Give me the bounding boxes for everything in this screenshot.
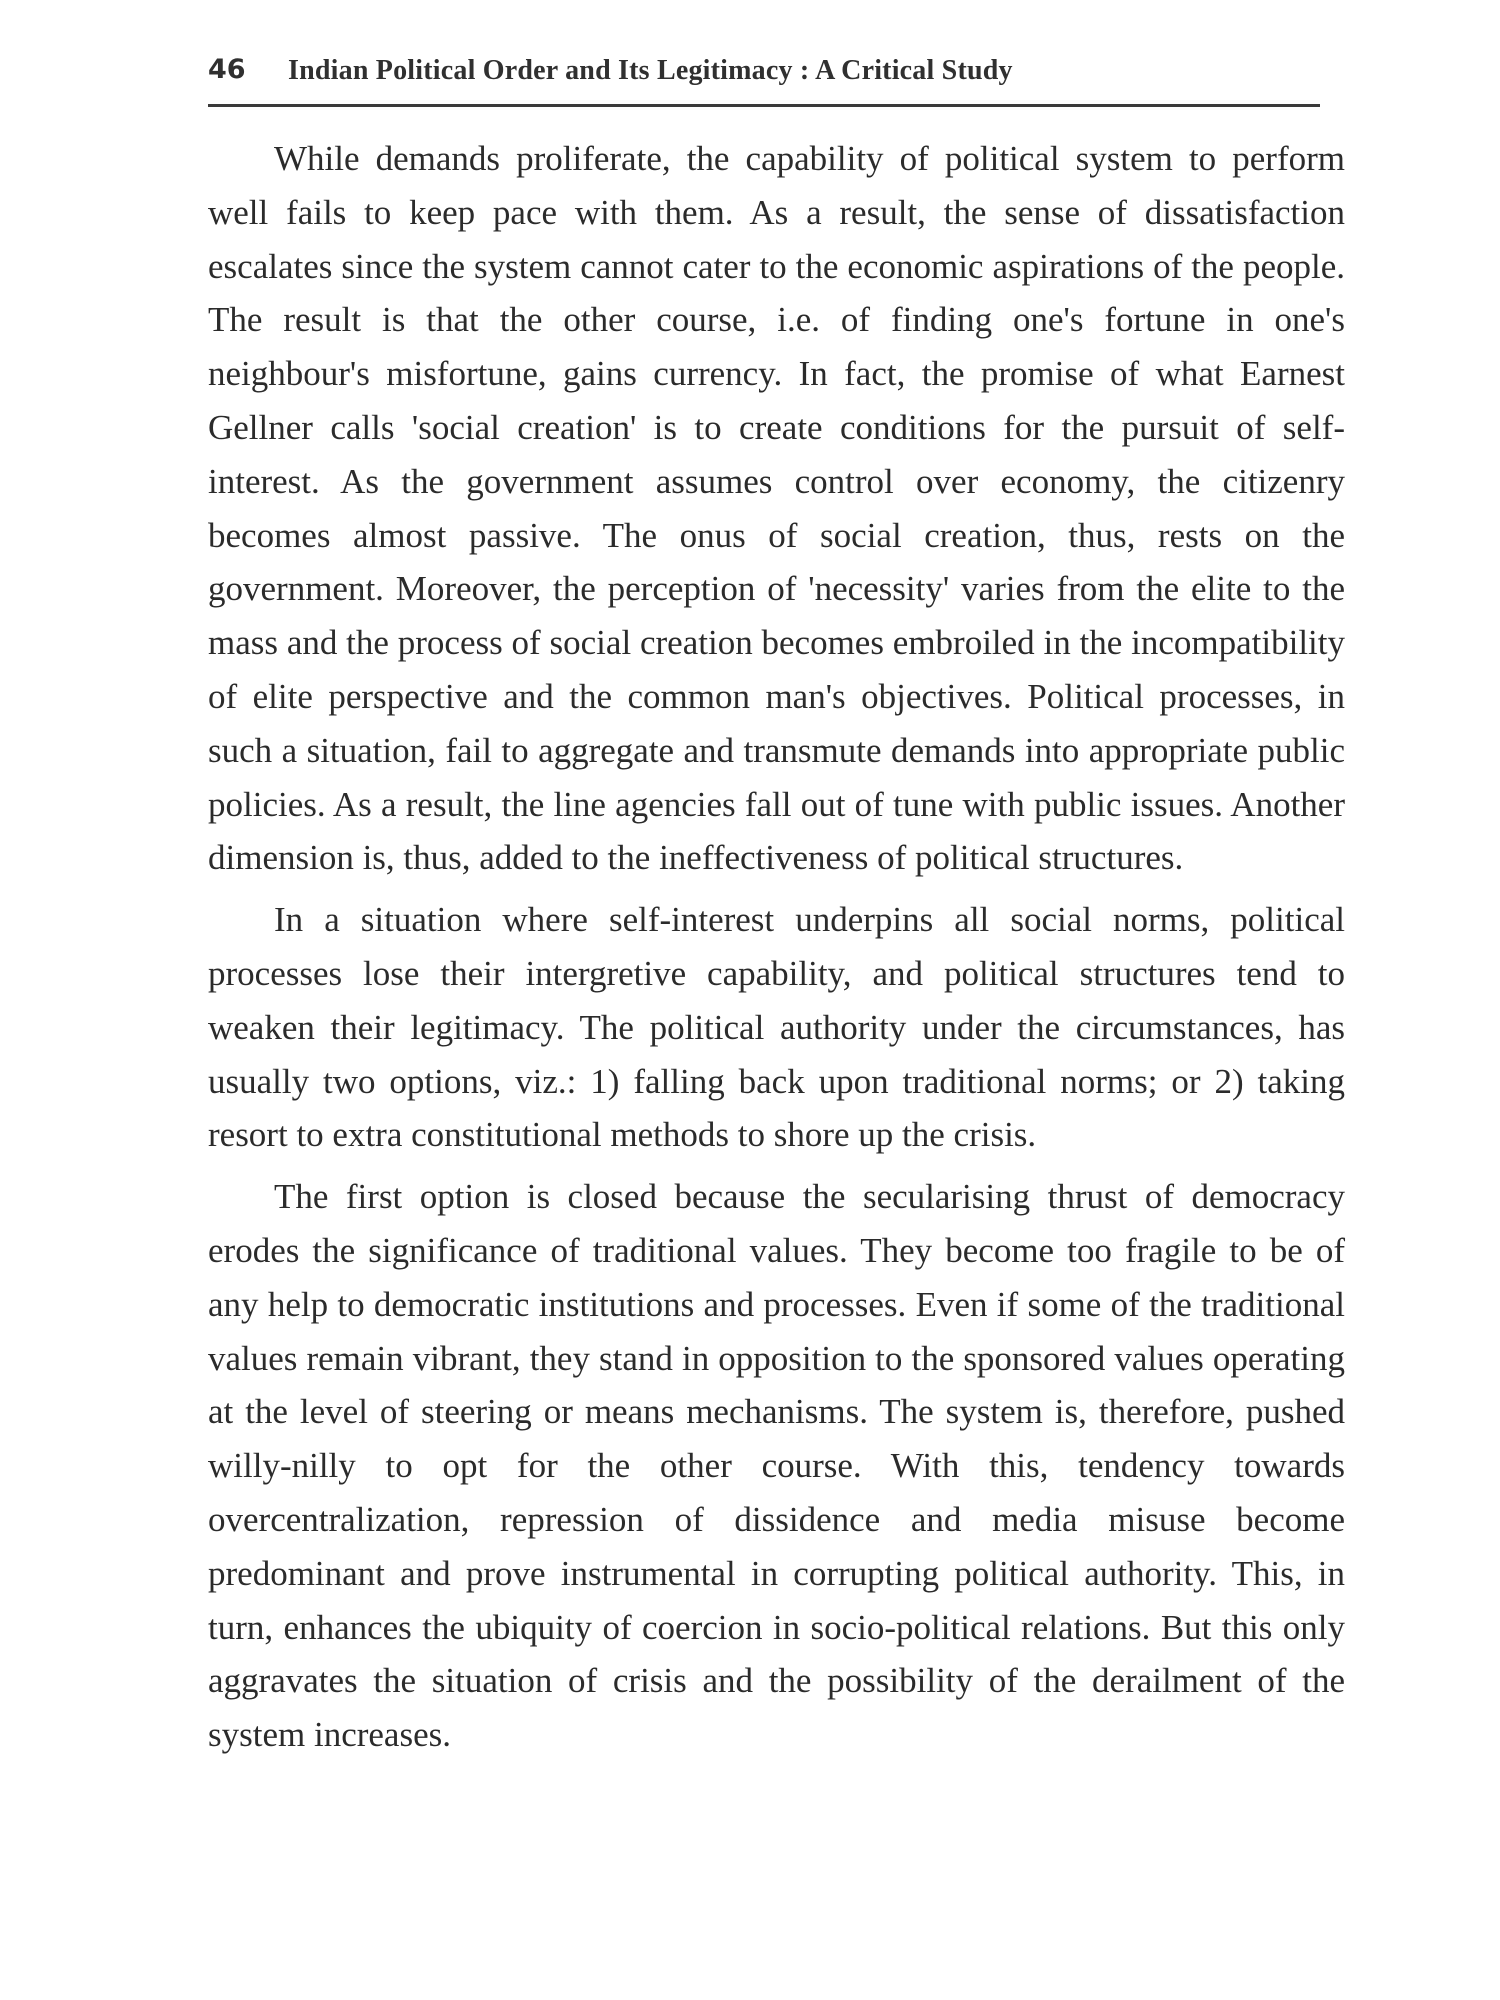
body-text — [208, 132, 1345, 1770]
paragraph-3: The first option is closed because the secularising thrust of democracy erodes the significance of traditional values. They become too fragile to be of any help to democratic institutions and processes. Even if some of the traditional values remain vibrant, they stand in opposition to the sponsored values operating at the level of steering or means mechanisms. The system is, therefore, pushed willy-nilly to opt for the other course. With this, tendency towards overcentralization, repression of dissidence and media misuse become predominant and prove instrumental in corrupting political authority. This, in turn, enhances the ubiquity of coercion in socio-political relations. But this only aggravates the situation of crisis and the possibility of the derailment of the system increases. — [208, 1177, 1345, 1755]
paragraph-2: In a situation where self-interest underpins all social norms, political processes lose their intergretive capability, and political structures tend to weaken their legitimacy. The political authority under the circumstances, has usually two options, viz.: 1) falling back upon traditional norms; or 2) taking resort to extra constitutional methods to shore up the crisis. — [208, 900, 1345, 1155]
header-rule — [208, 104, 1320, 107]
running-head — [208, 54, 1320, 100]
paragraph-1: While demands proliferate, the capability of political system to perform well fails to keep pace with them. As a result, the sense of dissatisfaction escalates since the system cannot cater to the economic aspirations of the people. The result is that the other course, i.e. of finding one's fortune in one's neighbour's misfortune, gains currency. In fact, the promise of what Earnest Gellner calls 'social creation' is to create conditions for the pursuit of self-interest. As the government assumes control over economy, the citizenry becomes almost passive. The onus of social creation, thus, rests on the government. Moreover, the perception of 'necessity' varies from the elite to the mass and the process of social creation becomes embroiled in the incompatibility of elite perspective and the common man's objectives. Political processes, in such a situation, fail to aggregate and transmute demands into appropriate public policies. As a result, the line agencies fall out of tune with public issues. Another dimension is, thus, added to the ineffectiveness of political structures. — [208, 139, 1345, 878]
book-title: Indian Political Order and Its Legitimacy : A Critical Study — [288, 55, 1013, 86]
page-number: 46 — [208, 54, 246, 85]
